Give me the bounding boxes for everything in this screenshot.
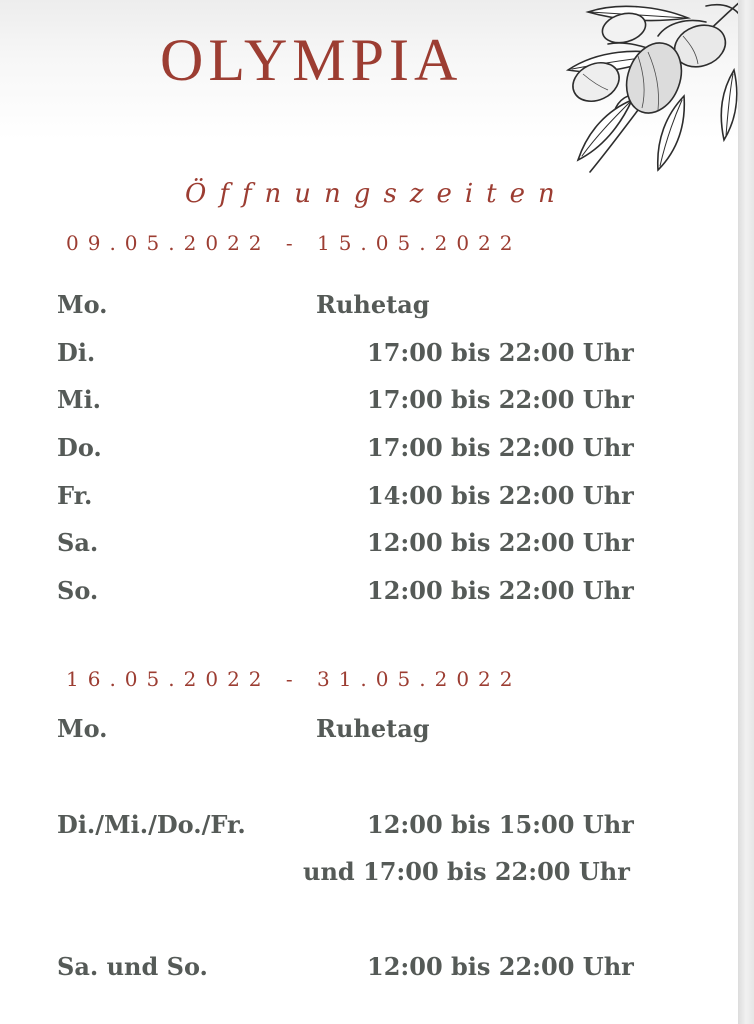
opening-hours-title: Öffnungszeiten [185,179,568,209]
hours-value: 17:00 bis 22:00 Uhr [367,433,634,462]
hours-value: 17:00 bis 22:00 Uhr [367,338,634,367]
day-label: Mo. [57,714,108,743]
day-label: So. [57,576,99,605]
day-label: Di. [57,338,96,367]
hours-value: Ruhetag [316,290,430,319]
hours-value: Ruhetag [316,714,430,743]
hours-value-second: und 17:00 bis 22:00 Uhr [303,857,630,886]
day-label: Di./Mi./Do./Fr. [57,810,246,839]
date-range-period-2: 16.05.2022 - 31.05.2022 [66,667,522,691]
olive-branch-illustration [528,0,742,178]
date-range-period-1: 09.05.2022 - 15.05.2022 [66,231,522,255]
day-label: Mo. [57,290,108,319]
day-label: Sa. und So. [57,952,208,981]
restaurant-name: OLYMPIA [160,27,463,93]
hours-value: 14:00 bis 22:00 Uhr [367,481,634,510]
hours-value: 12:00 bis 15:00 Uhr [367,810,634,839]
day-label: Sa. [57,528,99,557]
hours-value: 12:00 bis 22:00 Uhr [367,576,634,605]
hours-value: 17:00 bis 22:00 Uhr [367,385,634,414]
day-label: Mi. [57,385,102,414]
hours-value: 12:00 bis 22:00 Uhr [367,952,634,981]
day-label: Do. [57,433,102,462]
hours-value: 12:00 bis 22:00 Uhr [367,528,634,557]
day-label: Fr. [57,481,93,510]
page-edge [738,0,754,1024]
